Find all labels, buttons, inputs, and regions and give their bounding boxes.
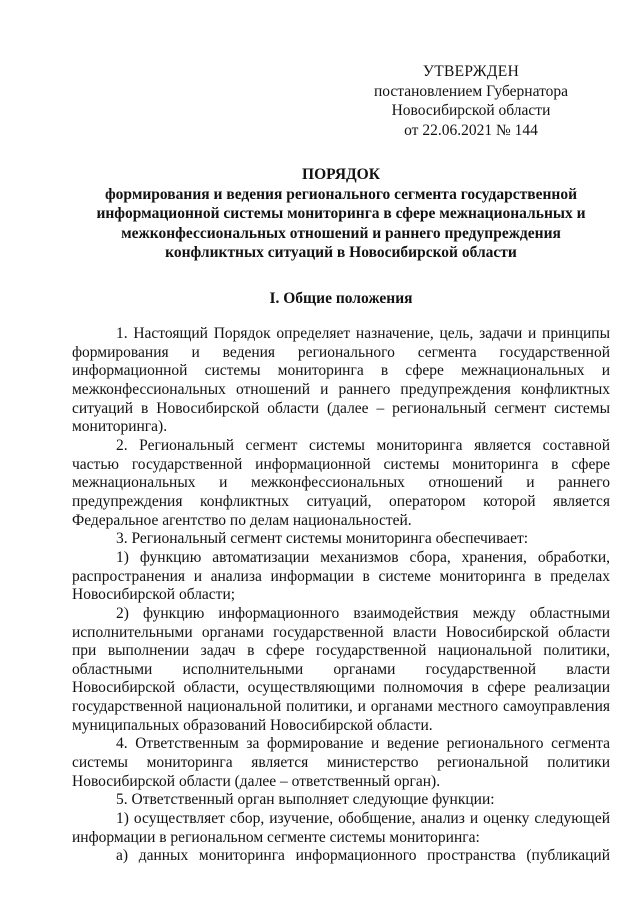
paragraph: 1) функцию автоматизации механизмов сбора, хранения, обработки, распространения и анализа информации в системе мониторинга в пределах Новосибирской области; [72,548,610,604]
approval-line-2: Новосибирской области [391,102,551,119]
approval-title: УТВЕРЖДЕН [422,63,520,80]
paragraph: 2. Региональный сегмент системы мониторинга является составной частью государственной информационной системы мониторинга в сфере межнациональных и межконфессиональных отношений и раннего предупреждения конфликтных ситуаций, оператором которой является Федеральное агентство по делам национальностей. [72,436,610,529]
approval-stamp [341,62,601,140]
document-title-subtitle: формирования и ведения регионального сегмента государственной информационной системы мониторинга в сфере межнациональных и межконфессиональных отношений и раннего предупреждения конфликтных ситуаций в Новосибирской области [96,185,586,261]
paragraph: 5. Ответственный орган выполняет следующие функции: [116,791,495,809]
document-title-main: ПОРЯДОК [302,166,380,183]
paragraph: 1. Настоящий Порядок определяет назначение, цель, задачи и принципы формирования и ведения регионального сегмента государственной информационной системы мониторинга в сфере межнациональных и межконфессиональных отношений и раннего предупреждения конфликтных ситуаций в Новосибирской области (далее – региональный сегмент системы мониторинга). [72,325,610,436]
section-heading: I. Общие положения [269,290,413,307]
paragraph: 2) функцию информационного взаимодействия между областными исполнительными органами государственной власти Новосибирской области при выполнении задач в сфере государственной национальной политики, областными исполнительными органами государственной власти Новосибирской области, осуществляющими полномочия в сфере реализации государственной национальной политики, и органами местного самоуправления муниципальных образований Новосибирской области. [72,604,610,734]
document-title [72,165,610,263]
document-body [72,325,610,866]
paragraph: 4. Ответственным за формирование и ведение регионального сегмента системы мониторинга является министерство региональной политики Новосибирской области (далее – ответственный орган). [72,735,610,790]
paragraph: а) данных мониторинга информационного пространства (публикаций [116,847,610,865]
paragraph: 3. Региональный сегмент системы мониторинга обеспечивает: [116,530,529,548]
paragraph: 1) осуществляет сбор, изучение, обобщение, анализ и оценку следующей информации в региональном сегменте системы мониторинга: [72,810,610,846]
approval-line-1: постановлением Губернатора [373,82,569,100]
approval-date-number: от 22.06.2021 № 144 [404,121,538,139]
